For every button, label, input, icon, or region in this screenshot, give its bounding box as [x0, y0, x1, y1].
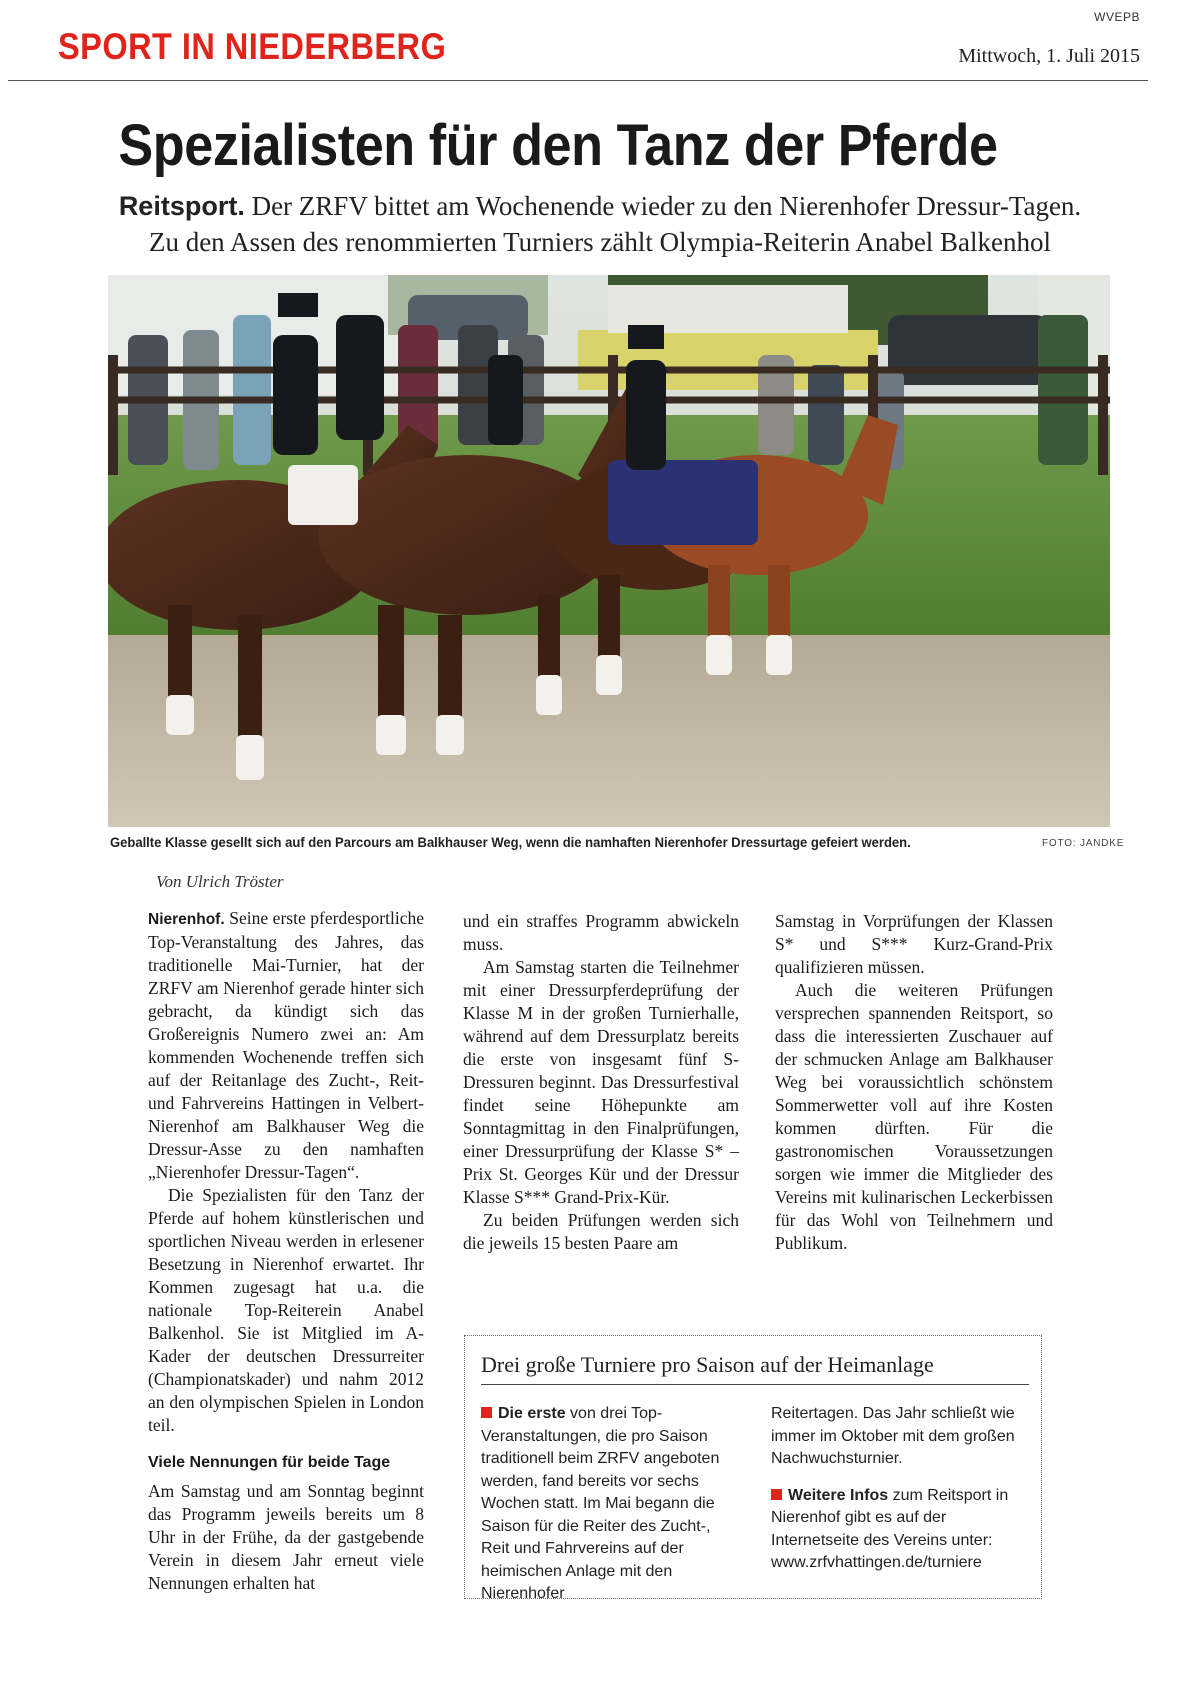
dateline: Nierenhof.: [148, 911, 225, 928]
red-square-icon: [481, 1407, 492, 1418]
paragraph: und ein straffes Programm abwickeln muss.: [463, 911, 739, 954]
info-box-column-1: [481, 1403, 743, 1615]
masthead-rule: [8, 80, 1148, 81]
article-column-2: [463, 910, 739, 1255]
subhead-line2: Zu den Assen des renommierten Turniers zählt Olympia-Reiterin Anabel Balkenhol: [148, 227, 1052, 257]
info-item-bold: Die erste: [498, 1405, 566, 1422]
issue-date: Mittwoch, 1. Juli 2015: [958, 45, 1140, 67]
info-box-rule: [481, 1384, 1029, 1385]
paragraph: Zu beiden Prüfungen werden sich die jeweils 15 besten Paare am: [463, 1210, 739, 1253]
paragraph: Am Samstag und am Sonntag beginnt das Programm jeweils bereits um 8 Uhr in der Frühe, da der gastgebende Verein in diesem Jahr erneut viele Nennungen erhalten hat: [148, 1481, 424, 1593]
paragraph: Auch die weiteren Prüfungen versprechen spannenden Reitsport, so dass die interessierten Zuschauer auf der schmucken Anlage am Balkhauser Weg bei voraussichtlich schönstem Sommerwetter voll auf ihre Kosten kommen dürften. Für die gastronomischen Voraussetzungen sorgen wie immer die Mitglieder des Vereins mit kulinarischen Leckerbissen für das Wohl von Teilnehmern und Publikum.: [775, 980, 1053, 1253]
dressage-photo: [108, 275, 1110, 827]
article-subheading: Viele Nennungen für beide Tage: [148, 1454, 391, 1471]
paragraph: Die Spezialisten für den Tanz der Pferde auf hohem künstlerischen und sportlichen Niveau werden in erlesener Besetzung in Nierenhof erwartet. Ihr Kommen zugesagt hat u.a. die nationale Top-Reiterein Anabel Balkenhol. Sie ist Mitglied im A-Kader der deutschen Dressurreiter (Championatskader) und nahm 2012 an den olympischen Spielen in London teil.: [148, 1185, 424, 1435]
info-item-text: von drei Top-Veranstaltungen, die pro Saison traditionell beim ZRFV angeboten werden, fand bereits vor sechs Wochen statt. Im Mai begann die Saison für die Reiter des Zucht-, Reit und Fahrvereins auf der heimischen Anlage mit den Nierenhofer: [481, 1405, 720, 1602]
paragraph: Samstag in Vorprüfungen der Klassen S* und S*** Kurz-Grand-Prix qualifizieren müssen.: [775, 911, 1053, 977]
byline: Von Ulrich Tröster: [156, 872, 284, 891]
paragraph: [148, 907, 424, 1184]
subheadline: [0, 188, 1200, 260]
info-item-bold: Weitere Infos: [788, 1486, 889, 1504]
subhead-text: Der ZRFV bittet am Wochenende wieder zu den Nierenhofer Dressur-Tagen.: [251, 191, 1082, 221]
paragraph-text: Seine erste pferdesportliche Top-Veranstaltung des Jahres, das traditionelle Mai-Turnier, hat der ZRFV am Nierenhof gerade hinter sich gebracht, da kündigt sich das Großereignis Numero zwei an: Am kommenden Wochenende treffen sich auf der Reitanlage des Zucht-, Reit- und Fahrvereins Hattingen in Velbert-Nierenhof am Balkhauser Weg die Dressur-Asse zu den namhaften „Nierenhofer Dressur-Tagen“.: [148, 908, 424, 1182]
photo-credit: FOTO: JANDKE: [1042, 838, 1125, 849]
info-item-continued: Reitertagen. Das Jahr schließt wie immer im Oktober mit dem großen Nachwuchsturnier.: [771, 1405, 1015, 1467]
edition-code: WVEPB: [1094, 10, 1140, 24]
info-box-column-2: [771, 1403, 1033, 1584]
red-square-icon: [771, 1489, 782, 1500]
photo-caption: Geballte Klasse gesellt sich auf den Parcours am Balkhauser Weg, wenn die namhaften Nierenhofer Dressurtage gefeiert werden.: [110, 834, 911, 850]
info-item-text: zum Reitsport in Nierenhof gibt es auf der Internetseite des Vereins unter:: [771, 1486, 1009, 1549]
website-link[interactable]: www.zrfvhattingen.de/turniere: [771, 1554, 982, 1571]
info-box-title: Drei große Turniere pro Saison auf der Heimanlage: [481, 1352, 934, 1377]
info-item: [481, 1403, 743, 1606]
article-column-3: [775, 910, 1053, 1255]
section-title: SPORT IN NIEDERBERG: [58, 26, 447, 67]
headline: Spezialisten für den Tanz der Pferde: [118, 113, 998, 178]
info-item: [771, 1485, 1033, 1575]
article-column-1: [148, 907, 424, 1595]
subhead-kicker: Reitsport.: [118, 191, 245, 221]
paragraph: Am Samstag starten die Teilnehmer mit einer Dressurpferdeprüfung der Klasse M in der großen Turnierhalle, während auf dem Dressurplatz bereits die erste von insgesamt fünf S-Dressuren beginnt. Das Dressurfestival findet seine Höhepunkte am Sonntagmittag in den Finalprüfungen, einer Dressurprüfung der Klasse S* – Prix St. Georges Kür und der Dressur Klasse S*** Grand-Prix-Kür.: [463, 957, 739, 1207]
